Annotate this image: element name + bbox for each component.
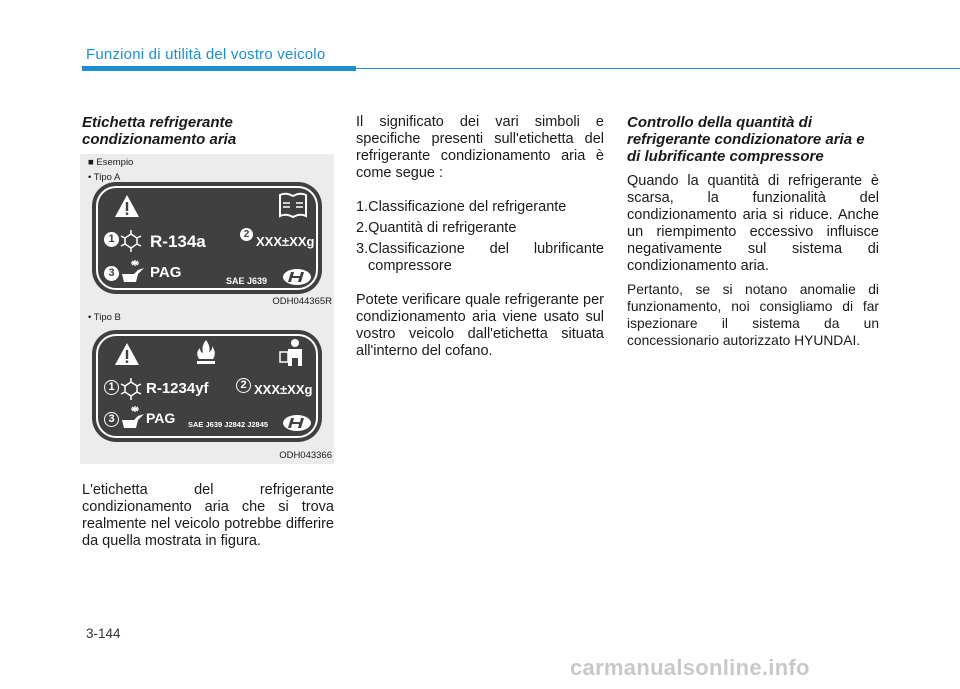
label-disclaimer: L'etichetta del refrigerante condizionamento aria che si trova realmente nel veicolo potrebbe differire da quella mostrata in figura. — [82, 482, 334, 549]
middle-body — [356, 114, 604, 360]
lubricant-type-b: PAG — [146, 410, 176, 426]
hyundai-logo-icon — [282, 414, 312, 432]
left-heading: Etichetta refrigerante condizionamento aria — [82, 114, 237, 148]
right-paragraph-2: Pertanto, se si notano anomalie di funzionamento, noi consigliamo di far ispezionare il sistema da un concessionario autorizzato HYUNDAI. — [627, 282, 879, 348]
header-rule — [356, 68, 960, 69]
refrigerant-label-figure — [80, 154, 334, 464]
label-type-a — [92, 182, 322, 294]
figure-code-b: ODH043366 — [279, 450, 332, 461]
sae-standard-a: SAE J639 — [226, 276, 268, 286]
marker-2: 2 — [240, 228, 253, 241]
left-heading-block — [82, 114, 260, 148]
list-item: 2.Quantità di refrigerante — [356, 220, 517, 236]
refrigerant-icon — [120, 230, 142, 252]
section-title: Funzioni di utilità del vostro veicolo — [86, 46, 326, 63]
figure-code-a: ODH044365R — [272, 296, 332, 307]
manual-book-icon — [278, 192, 308, 218]
marker-1: 1 — [104, 232, 119, 247]
header-bar — [82, 66, 356, 71]
watermark: carmanualsonline.info — [570, 655, 810, 680]
oil-can-icon — [120, 406, 146, 430]
oil-can-icon — [120, 260, 146, 284]
list-item: 1.Classificazione del refrigerante — [356, 199, 567, 215]
technician-manual-icon — [278, 338, 308, 368]
page-number: 3-144 — [86, 626, 121, 641]
refrigerant-quantity-b: XXX±XXg — [254, 382, 313, 397]
refrigerant-type-b: R-1234yf — [146, 380, 209, 397]
flammable-icon — [194, 338, 218, 366]
right-body — [627, 114, 879, 349]
right-paragraph-1: Quando la quantità di refrigerante è scarsa, la funzionalità del condizionamento aria si riduce. Anche un riempimento eccessivo influisce negativamente sul sistema di condizionamento aria. — [627, 173, 879, 274]
type-b-caption: • Tipo B — [88, 312, 121, 323]
right-heading: Controllo della quantità di refrigerante condizionatore aria e di lubrificante compressore — [627, 114, 865, 165]
type-a-caption: • Tipo A — [88, 172, 121, 183]
warning-icon — [114, 342, 140, 366]
list-item: 3.Classificazione del lubrificante compressore — [356, 241, 604, 274]
marker-3: 3 — [104, 412, 119, 427]
example-caption: ■ Esempio — [88, 157, 134, 168]
refrigerant-quantity-a: XXX±XXg — [256, 234, 315, 249]
refrigerant-icon — [120, 378, 142, 400]
marker-1: 1 — [104, 380, 119, 395]
sae-standard-b: SAE J639 J2842 J2845 — [188, 420, 269, 429]
lubricant-type-a: PAG — [150, 264, 182, 281]
middle-outro: Potete verificare quale refrigerante per condizionamento aria viene usato sul vostro veicolo dall'etichetta situata all'interno del cofano. — [356, 292, 604, 359]
marker-3: 3 — [104, 266, 119, 281]
left-body — [82, 482, 334, 550]
middle-intro: Il significato dei vari simboli e specifiche presenti sull'etichetta del refrigerante condizionamento aria è come segue : — [356, 114, 604, 181]
label-type-b — [92, 330, 322, 442]
hyundai-logo-icon — [282, 268, 312, 286]
warning-icon — [114, 194, 140, 218]
refrigerant-type-a: R-134a — [150, 232, 206, 251]
marker-2: 2 — [236, 378, 251, 393]
